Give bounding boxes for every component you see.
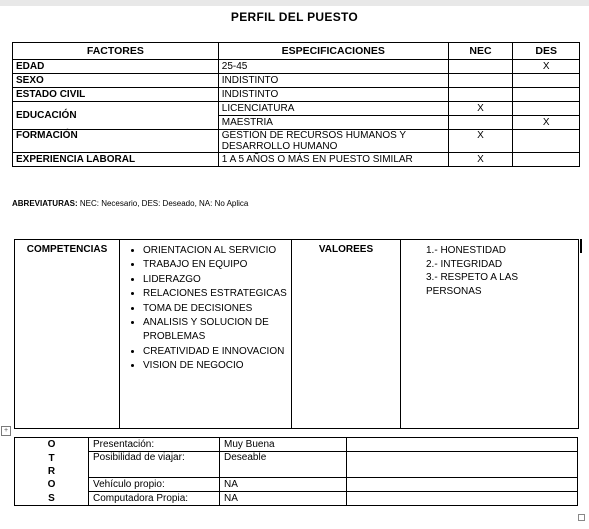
table-row — [13, 60, 580, 74]
factor-cell: ESTADO CIVIL — [13, 88, 219, 102]
des-cell — [513, 153, 580, 167]
factors-header-row — [13, 43, 580, 60]
list-item: • ANALISIS Y SOLUCION DE PROBLEMAS — [143, 316, 288, 345]
spec-cell: INDISTINTO — [218, 74, 448, 88]
list-item: 1.- HONESTIDAD — [426, 245, 507, 256]
competencias-list-cell — [120, 240, 292, 429]
competencias-list — [123, 244, 288, 374]
otros-value: NA — [220, 492, 347, 506]
factor-cell: FORMACIÓN — [13, 130, 219, 153]
otros-empty — [347, 438, 578, 452]
otros-key: Vehículo propio: — [89, 478, 220, 492]
table-row — [15, 492, 578, 506]
competencias-label: COMPETENCIAS — [15, 240, 120, 429]
otros-key: Presentación: — [89, 438, 220, 452]
otros-value: Deseable — [220, 452, 347, 478]
valores-list-cell — [401, 240, 579, 429]
spec-cell: INDISTINTO — [218, 88, 448, 102]
factor-cell: EDAD — [13, 60, 219, 74]
spec-cell: LICENCIATURA — [218, 102, 448, 116]
table-row — [15, 438, 578, 452]
factors-table — [12, 42, 580, 167]
factor-cell: EDUCACIÓN — [13, 102, 219, 130]
des-cell — [513, 102, 580, 116]
otros-table — [14, 437, 578, 506]
spec-cell: 1 A 5 AÑOS O MÁS EN PUESTO SIMILAR — [218, 153, 448, 167]
nec-cell — [448, 116, 513, 130]
cursor-bar — [580, 239, 582, 253]
move-anchor-icon[interactable]: + — [1, 426, 11, 436]
abbreviations-label: ABREVIATURAS: — [12, 199, 78, 208]
otros-empty — [347, 492, 578, 506]
des-cell — [513, 130, 580, 153]
otros-empty — [347, 478, 578, 492]
list-item: • TRABAJO EN EQUIPO — [143, 258, 288, 272]
list-item: • TOMA DE DECISIONES — [143, 302, 288, 316]
list-item: • LIDERAZGO — [143, 273, 288, 287]
nec-cell: X — [448, 130, 513, 153]
nec-cell — [448, 60, 513, 74]
list-item: 3.- RESPETO A LAS PERSONAS — [426, 272, 519, 297]
nec-cell — [448, 74, 513, 88]
nec-cell — [448, 88, 513, 102]
otros-key: Computadora Propia: — [89, 492, 220, 506]
nec-cell: X — [448, 153, 513, 167]
factor-cell: SEXO — [13, 74, 219, 88]
list-item: • VISION DE NEGOCIO — [143, 359, 288, 373]
otros-letter: T — [15, 452, 89, 465]
otros-letter: R — [15, 465, 89, 478]
abbreviations-text: NEC: Necesario, DES: Deseado, NA: No Aplica — [77, 199, 249, 208]
table-row — [13, 153, 580, 167]
spec-cell: 25-45 — [218, 60, 448, 74]
otros-value: NA — [220, 478, 347, 492]
page-title: PERFIL DEL PUESTO — [230, 10, 359, 24]
des-cell — [513, 88, 580, 102]
des-cell: X — [513, 116, 580, 130]
spec-cell: GESTIÓN DE RECURSOS HUMANOS Y DESARROLLO HUMANO — [218, 130, 448, 153]
list-item: • ORIENTACION AL SERVICIO — [143, 244, 288, 258]
resize-handle-icon[interactable] — [578, 514, 585, 521]
otros-letter: O — [15, 478, 89, 492]
table-row — [13, 88, 580, 102]
otros-letter: S — [15, 492, 89, 506]
des-cell: X — [513, 60, 580, 74]
table-row — [13, 102, 580, 116]
valores-label: VALOREES — [292, 240, 401, 429]
competencias-row — [15, 240, 579, 429]
list-item: 2.- INTEGRIDAD — [426, 258, 503, 270]
list-item: • RELACIONES ESTRATEGICAS — [143, 287, 288, 301]
des-cell — [513, 74, 580, 88]
header-des: DES — [513, 43, 580, 60]
spec-cell: MAESTRIA — [218, 116, 448, 130]
table-row — [15, 452, 578, 465]
header-especificaciones: ESPECIFICACIONES — [218, 43, 448, 60]
competencias-table — [14, 239, 579, 429]
otros-empty — [347, 452, 578, 478]
list-item: • CREATIVIDAD E INNOVACION — [143, 345, 288, 359]
otros-value: Muy Buena — [220, 438, 347, 452]
valores-list — [404, 244, 575, 298]
table-row — [15, 478, 578, 492]
nec-cell: X — [448, 102, 513, 116]
top-bar — [0, 0, 589, 6]
abbreviations-note — [12, 199, 248, 208]
table-row — [13, 74, 580, 88]
table-row — [13, 130, 580, 153]
otros-key: Posibilidad de viajar: — [89, 452, 220, 478]
header-factores: FACTORES — [13, 43, 219, 60]
otros-letter: O — [15, 438, 89, 452]
header-nec: NEC — [448, 43, 513, 60]
factor-cell: EXPERIENCIA LABORAL — [13, 153, 219, 167]
